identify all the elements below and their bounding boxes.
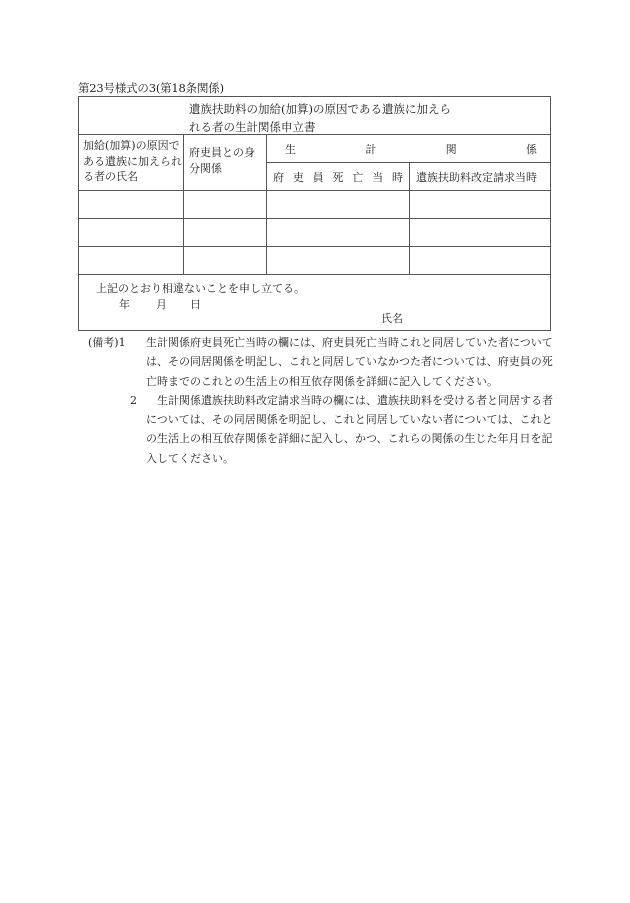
form-number: 第23号様式の3(第18条関係) (78, 81, 224, 95)
table-cell-at-revision[interactable] (410, 219, 550, 246)
column-header-at-death (273, 169, 403, 186)
table-cell-at-revision[interactable] (410, 247, 550, 274)
at-death-char: 時 (391, 171, 403, 184)
at-death-char: 当 (372, 171, 384, 184)
table-cell-at-death[interactable] (267, 219, 409, 246)
note-item (88, 391, 553, 468)
notes-section (88, 333, 553, 468)
table-cell-name[interactable] (79, 219, 183, 246)
form-title-line2: れる者の生計関係申立書 (189, 120, 316, 134)
livelihood-char: 関 (445, 143, 457, 156)
note-item (88, 333, 553, 391)
table-cell-at-revision[interactable] (410, 191, 550, 218)
livelihood-char: 生 (285, 143, 296, 156)
at-death-char: 死 (332, 171, 344, 184)
livelihood-char: 計 (365, 143, 377, 156)
divider (79, 134, 550, 135)
note-text: 生計関係府吏員死亡当時の欄には、府吏員死亡当時これと同居していた者については、その同居関係を明記し、これと同居していなかつた者については、府吏員の死亡時までのこれとの生活上の相互依存関係を詳細に記入してください。 (146, 336, 553, 388)
notes-label: (備考) (88, 336, 119, 349)
signature-label: 氏名 (381, 312, 403, 325)
table-cell-relationship[interactable] (184, 247, 266, 274)
column-header-name: 加給(加算)の原因である遺族に加えられる者の氏名 (83, 139, 182, 183)
form-title (189, 100, 509, 136)
at-death-char: 亡 (352, 171, 364, 184)
date-year-label: 年 (119, 298, 130, 311)
note-text: 生計関係遺族扶助料改定請求当時の欄には、遺族扶助料を受ける者と同居する者については、その同居関係を明記し、これと同居していない者については、これとの生活上の相互依存関係を詳細に記入し、かつ、これらの関係の生じた年月日を記入してください。 (146, 393, 553, 465)
column-header-relationship: 府吏員との身分関係 (189, 146, 255, 175)
form-title-line1: 遺族扶助料の加給(加算)の原因である遺族に加えら (189, 102, 451, 116)
date-month-label: 月 (156, 298, 167, 311)
divider (266, 162, 550, 163)
at-death-char: 員 (312, 171, 324, 184)
table-cell-name[interactable] (79, 191, 183, 218)
note-number: 1 (118, 336, 126, 349)
table-cell-at-death[interactable] (267, 247, 409, 274)
column-header-at-revision: 遺族扶助料改定請求当時 (416, 171, 537, 184)
at-death-char: 吏 (292, 171, 304, 184)
table-cell-at-death[interactable] (267, 191, 409, 218)
at-death-char: 府 (273, 171, 284, 184)
application-form-table (78, 96, 551, 331)
note-number: 2 (130, 393, 137, 407)
date-day-label: 日 (190, 298, 201, 311)
declaration-text: 上記のとおり相違ないことを申し立てる。 (96, 282, 305, 295)
note-label (88, 333, 126, 352)
table-cell-relationship[interactable] (184, 191, 266, 218)
table-cell-relationship[interactable] (184, 219, 266, 246)
livelihood-char: 係 (525, 143, 537, 156)
table-cell-name[interactable] (79, 247, 183, 274)
column-header-livelihood (285, 141, 537, 158)
divider (79, 274, 550, 275)
